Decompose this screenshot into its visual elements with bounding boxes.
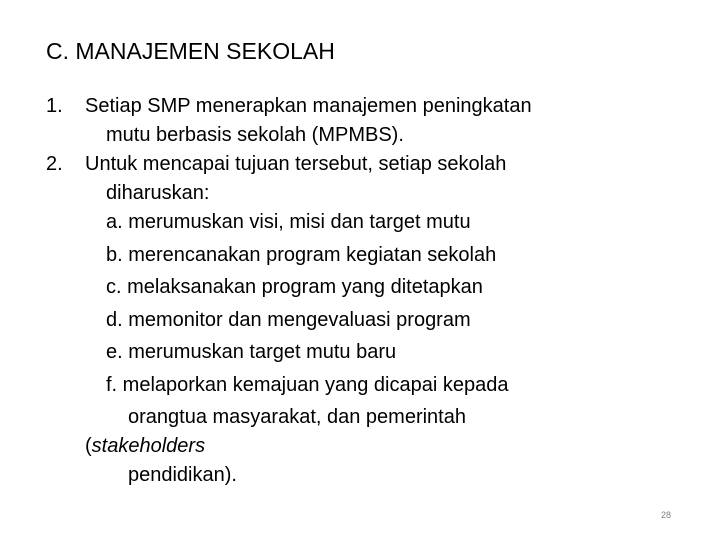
list-item-1-line-2	[46, 119, 686, 148]
subitem-f	[46, 369, 686, 402]
list-item-text-continuation: diharuskan:	[106, 182, 210, 204]
subitem-text: c. melaksanakan program yang ditetapkan	[106, 276, 483, 298]
list-number: 1.	[46, 95, 63, 117]
stakeholders-term: stakeholders	[91, 435, 206, 457]
subitem-d	[46, 304, 686, 337]
subitem-c	[46, 271, 686, 304]
list-number: 2.	[46, 153, 63, 175]
subitem-f-continuation	[46, 401, 686, 430]
subitem-a	[46, 206, 686, 239]
list-item-text: Untuk mencapai tujuan tersebut, setiap sekolah	[85, 153, 507, 175]
final-line	[46, 459, 686, 492]
subitem-b	[46, 239, 686, 272]
list-item-1-line-1	[46, 90, 686, 119]
open-paren: (	[85, 435, 92, 457]
stakeholders-text	[85, 430, 205, 463]
list-item-2-line-2	[46, 177, 686, 206]
list-item-2-line-1	[46, 148, 686, 177]
subitem-text: d. memonitor dan mengevaluasi program	[106, 308, 471, 331]
subitem-text: f. melaporkan kemajuan yang dicapai kepada	[106, 373, 509, 396]
list-item-text: Setiap SMP menerapkan manajemen peningkatan	[85, 95, 532, 117]
stakeholders-line	[46, 430, 686, 459]
subitem-text: a. merumuskan visi, misi dan target mutu	[106, 211, 471, 233]
subitem-e	[46, 336, 686, 369]
slide-body	[46, 90, 686, 492]
subitem-text-continuation: orangtua masyarakat, dan pemerintah	[128, 406, 466, 428]
slide-title: C. MANAJEMEN SEKOLAH	[46, 38, 335, 64]
subitem-text: b. merencanakan program kegiatan sekolah	[106, 243, 497, 266]
final-line-text: pendidikan).	[128, 464, 237, 486]
subitem-text: e. merumuskan target mutu baru	[106, 341, 397, 363]
list-item-text-continuation: mutu berbasis sekolah (MPMBS).	[106, 124, 404, 146]
page-number: 28	[661, 510, 672, 520]
